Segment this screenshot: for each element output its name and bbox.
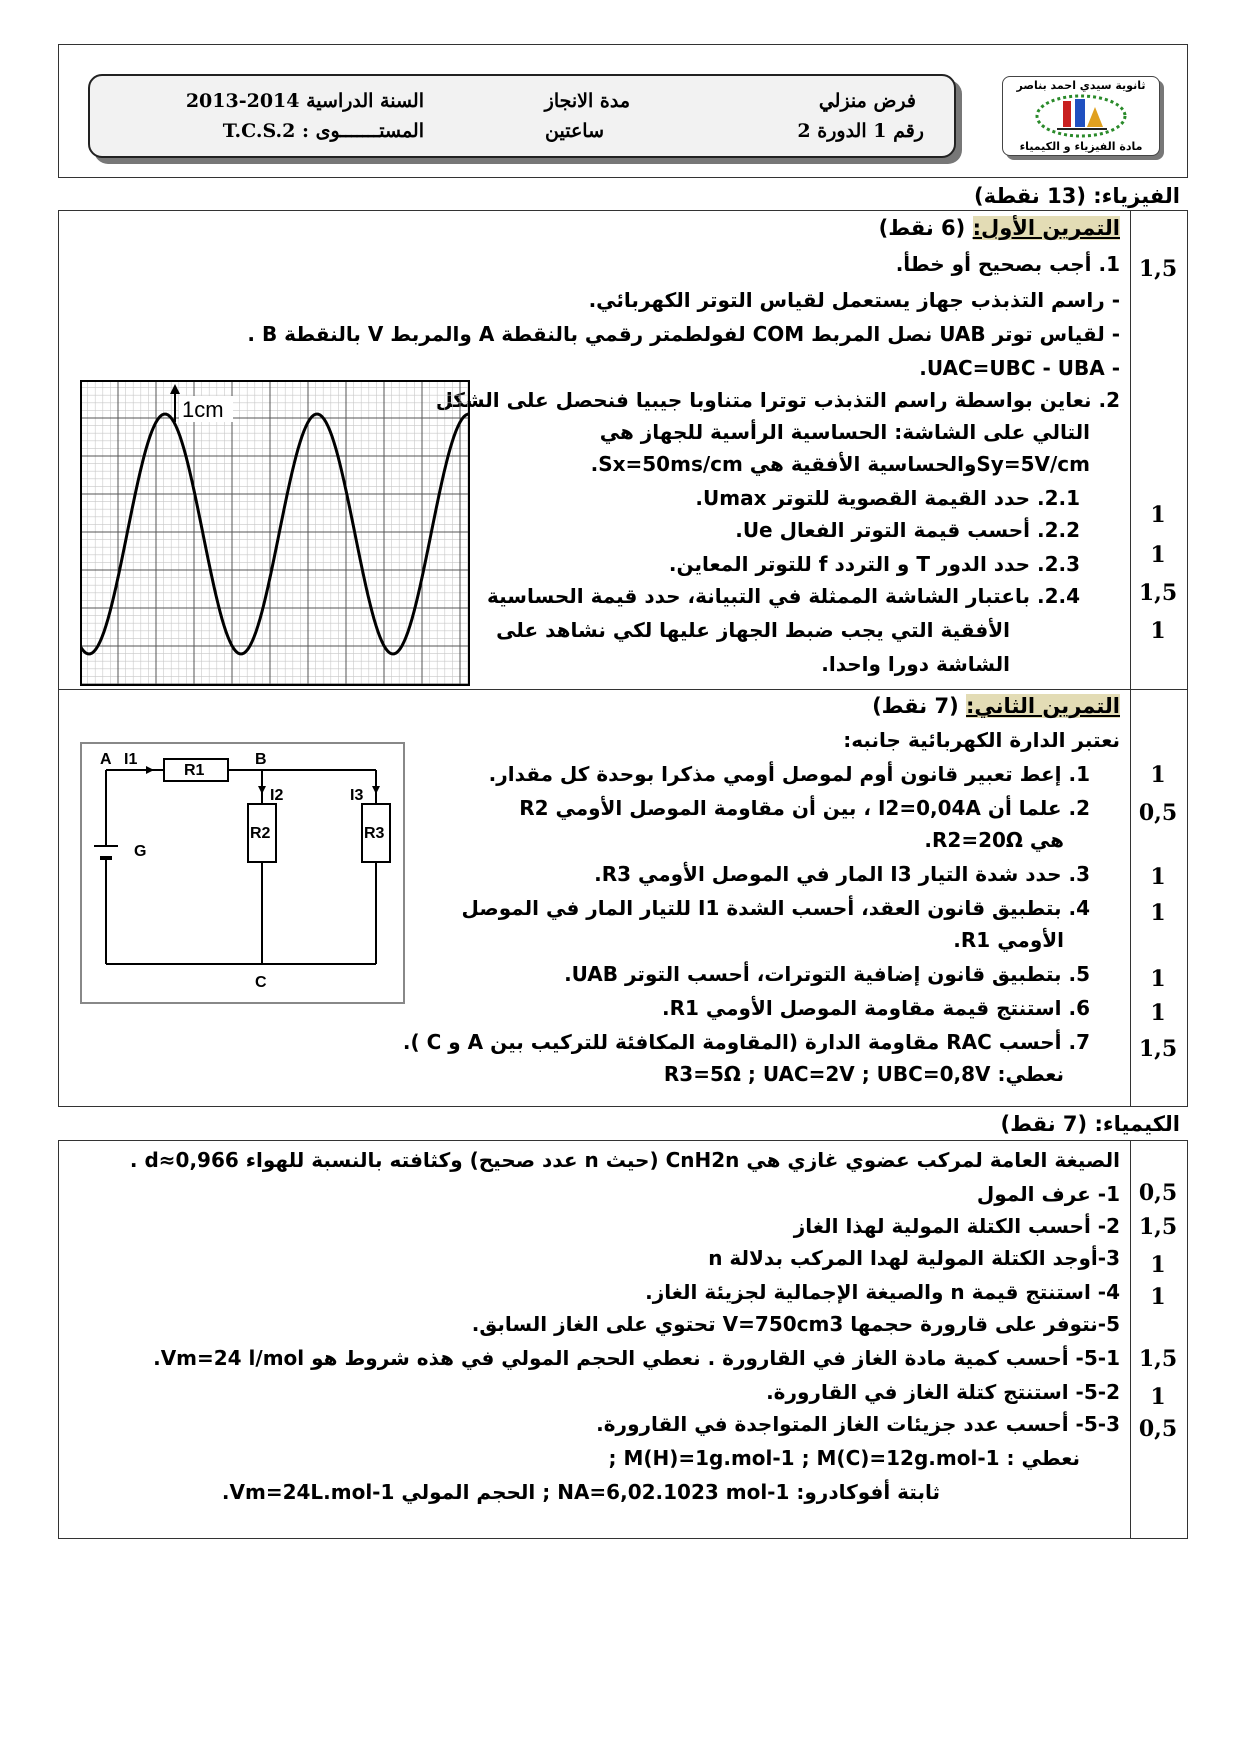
ex2-line: هي R2=20Ω. (924, 828, 1064, 852)
ex1-line: 1. أجب بصحيح أو خطأ. (895, 252, 1120, 276)
chem-line: 4- استنتج قيمة n والصيغة الإجمالية لجزيئة الغاز. (645, 1280, 1120, 1304)
doc-number: رقم 1 الدورة 2 (797, 120, 924, 142)
ex1-line: التالي على الشاشة: الحساسية الرأسية للجهاز هي (599, 420, 1090, 444)
oscilloscope-screen (80, 380, 470, 686)
duration-value: ساعتين (545, 120, 604, 142)
resistor-r3-label: R3 (364, 825, 385, 842)
ex2-line: نعطي: R3=5Ω ; UAC=2V ; UBC=0,8V (663, 1062, 1064, 1086)
chem-line: 5-3- أحسب عدد جزيئات الغاز المتواجدة في القارورة. (596, 1412, 1120, 1436)
ex1-mark: 1 (1150, 618, 1166, 644)
chem-line: نعطي : M(H)=1g.mol-1 ; M(C)=12g.mol-1 ; (608, 1446, 1080, 1470)
ex2-mark: 0,5 (1138, 800, 1178, 826)
ex2-mark: 1 (1150, 1000, 1166, 1026)
resistor-r1-label: R1 (184, 762, 205, 779)
ex1-title-label: التمرين الأول: (972, 216, 1120, 240)
ex1-line: 2. نعاين بواسطة راسم التذبذب توترا متناوبا جيبيا فنحصل على الشكل (435, 388, 1120, 412)
chem-line: 3-أوجد الكتلة المولية لهدا المركب بدلالة n (708, 1246, 1120, 1270)
logo-emblem (1023, 93, 1139, 139)
chem-line: 5-2- استنتج كتلة الغاز في القارورة. (766, 1380, 1120, 1404)
current-i2-label: I2 (270, 787, 284, 804)
node-a-label: A (100, 751, 112, 768)
ex1-points: (6 نقط) (878, 216, 973, 240)
chem-mark: 1,5 (1138, 1214, 1178, 1240)
node-c-label: C (255, 974, 267, 991)
ex2-mark: 1 (1150, 864, 1166, 890)
ex1-title (879, 216, 1120, 240)
chem-mark: 1,5 (1138, 1346, 1178, 1372)
ex2-line: 2. علما أن I2=0,04A ، بين أن مقاومة الموصل الأومي R2 (519, 796, 1090, 820)
ex1-line: 2.3. حدد الدور T و التردد f للتوتر المعاين. (668, 552, 1080, 576)
ex1-line: 2.4. باعتبار الشاشة الممثلة في التبيانة، حدد قيمة الحساسية (487, 584, 1080, 608)
logo-bottom-text: مادة الفيزياء و الكيمياء (1019, 140, 1143, 153)
exercise-divider (58, 689, 1188, 690)
node-b-label: B (255, 751, 267, 768)
header-box (88, 74, 956, 158)
ex1-mark: 1,5 (1138, 580, 1178, 606)
circuit-diagram (80, 742, 405, 1004)
ex2-mark: 1 (1150, 900, 1166, 926)
ex1-mark: 1 (1150, 502, 1166, 528)
physics-title: الفيزياء: (13 نقطة) (974, 184, 1180, 208)
ex2-mark: 1 (1150, 762, 1166, 788)
ex1-mark: 1,5 (1138, 256, 1178, 282)
logo-top-text: ثانوية سيدي احمد بناصر (1016, 79, 1146, 92)
sine-wave (80, 414, 470, 654)
screen-border (81, 381, 469, 685)
ex1-line: - لقياس توتر UAB نصل المربط COM لفولطمتر رقمي بالنقطة A والمربط V بالنقطة B . (247, 322, 1120, 346)
chem-line: الصيغة العامة لمركب عضوي غازي هي CnH2n (حيث n عدد صحيح) وكثافته بالنسبة للهواء d≈0,966 . (129, 1148, 1120, 1172)
chem-mark: 0,5 (1138, 1416, 1178, 1442)
ex2-mark: 1,5 (1138, 1036, 1178, 1062)
ex2-line: 4. بتطبيق قانون العقد، أحسب الشدة I1 للتيار المار في الموصل (461, 896, 1090, 920)
ex2-line: 5. بتطبيق قانون إضافية التوترات، أحسب التوتر UAB. (564, 962, 1090, 986)
resistor-r2-label: R2 (250, 825, 271, 842)
ex1-line: Sy=5V/cmوالحساسية الأفقية هي Sx=50ms/cm. (590, 452, 1090, 476)
ex1-line: الشاشة دورا واحدا. (821, 652, 1010, 676)
duration-label: مدة الانجاز (544, 90, 630, 112)
chem-mark: 1 (1150, 1384, 1166, 1410)
current-i3-label: I3 (350, 787, 364, 804)
ex2-title-label: التمرين الثاني: (966, 694, 1120, 718)
school-logo (1002, 76, 1160, 156)
chem-mark: 0,5 (1138, 1180, 1178, 1206)
ex1-line: 2.2. أحسب قيمة التوتر الفعال Ue. (735, 518, 1080, 542)
ex2-line: 7. أحسب RAC مقاومة الدارة (المقاومة المكافئة للتركيب بين A و C ). (402, 1030, 1090, 1054)
ex2-line: نعتبر الدارة الكهربائية جانبه: (843, 728, 1120, 752)
chem-mark: 1 (1150, 1252, 1166, 1278)
chem-line: 1- عرف المول (976, 1182, 1120, 1206)
chemistry-title: الكيمياء: (7 نقط) (1000, 1112, 1180, 1136)
ex2-points: (7 نقط) (872, 694, 967, 718)
level: المستـــــــوى : T.C.S.2 (222, 120, 424, 142)
chem-line: ثابتة أفوكادرو: NA=6,02.1023 mol-1 ; الحجم المولي Vm=24L.mol-1. (221, 1480, 940, 1504)
ex1-line: - راسم التذبذب جهاز يستعمل لقياس التوتر الكهربائي. (588, 288, 1120, 312)
ex2-line: 3. حدد شدة التيار I3 المار في الموصل الأومي R3. (594, 862, 1090, 886)
ex2-mark: 1 (1150, 966, 1166, 992)
ex1-mark: 1 (1150, 542, 1166, 568)
ex1-line: 2.1. حدد القيمة القصوية للتوتر Umax. (695, 486, 1080, 510)
ex1-line: - UAC=UBC - UBA. (919, 356, 1120, 380)
chem-line: 5-1- أحسب كمية مادة الغاز في القارورة . نعطي الحجم المولي في هذه شروط هو Vm=24 l/mol. (153, 1346, 1120, 1370)
current-i1-label: I1 (124, 751, 138, 768)
ex1-line: الأفقية التي يجب ضبط الجهاز عليها لكي نشاهد على (496, 618, 1010, 642)
generator-label: G (134, 843, 147, 860)
chem-line: 5-نتوفر على قارورة حجمها V=750cm3 تحتوي على الغاز السابق. (471, 1312, 1120, 1336)
ex2-line: 1. إعط تعبير قانون أوم لموصل أومي مذكرا بوحدة كل مقدار. (488, 762, 1090, 786)
doc-title: فرض منزلي (818, 90, 916, 112)
scale-label: 1cm (182, 397, 224, 422)
chem-mark: 1 (1150, 1284, 1166, 1310)
chem-line: 2- أحسب الكتلة المولية لهذا الغاز (793, 1214, 1120, 1238)
ex2-title (872, 694, 1120, 718)
ex2-line: 6. استنتج قيمة مقاومة الموصل الأومي R1. (662, 996, 1090, 1020)
oscilloscope-grid (80, 380, 470, 686)
school-year: السنة الدراسية 2014-2013 (185, 90, 424, 112)
ex2-line: الأومي R1. (953, 928, 1064, 952)
